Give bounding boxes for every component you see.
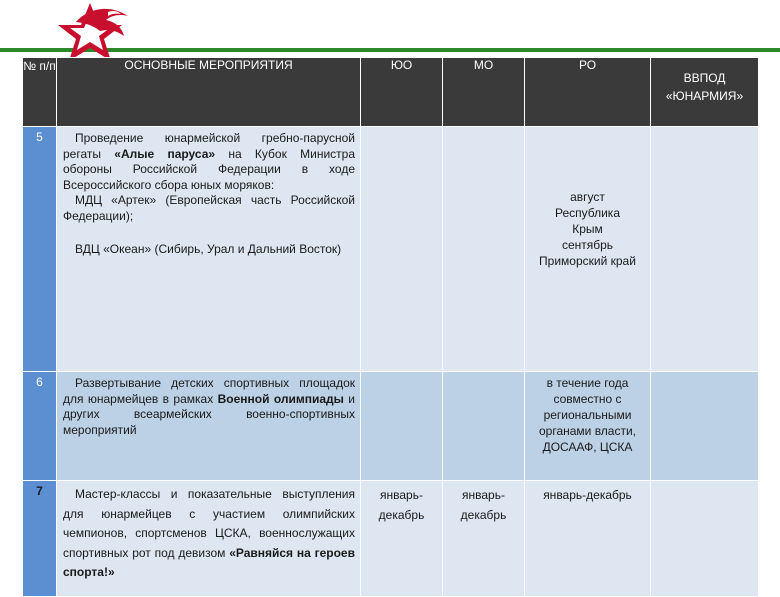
cell-ro	[525, 127, 651, 372]
event-text: Развертывание детских спортивных площадок для юнармейцев в рамках	[63, 376, 355, 406]
ro-line: сентябрь	[561, 238, 614, 252]
event-text: Мастер-классы и показательные выступления для юнармейцев с участием олимпийских чемпионов, спортсменов ЦСКА, военнослужащих спортивных рот под девизом	[63, 487, 355, 560]
events-table	[22, 57, 759, 597]
table-header-row	[23, 58, 759, 127]
ro-line: Крым	[572, 222, 603, 236]
column-header-yuo: ЮО	[361, 58, 443, 127]
event-description	[57, 372, 361, 481]
table-row	[23, 127, 759, 372]
event-text: на Кубок Министра обороны Российской Федерации в ходе Всероссийского сбора юных моряков:	[63, 146, 355, 192]
ro-line: Республика	[554, 206, 620, 220]
event-highlight: «Алые паруса»	[114, 146, 216, 161]
row-number: 5	[23, 127, 57, 372]
event-highlight: «Равняйся на героев спорта!»	[63, 545, 355, 579]
cell-yuo	[361, 372, 443, 481]
cell-vvpod	[651, 372, 759, 481]
cell-ro: январь-декабрь	[525, 481, 651, 597]
cell-vvpod	[651, 127, 759, 372]
column-header-num: № п/п	[23, 58, 57, 127]
cell-mo	[443, 127, 525, 372]
table-row	[23, 372, 759, 481]
cell-ro: в течение года совместно с региональными органами власти, ДОСААФ, ЦСКА	[525, 372, 651, 481]
event-highlight: Военной олимпиады	[217, 391, 344, 406]
row-number: 7	[23, 481, 57, 597]
event-description	[57, 127, 361, 372]
event-text: и других всеармейских военно-спортивных мероприятий	[63, 391, 355, 437]
column-header-events: ОСНОВНЫЕ МЕРОПРИЯТИЯ	[57, 58, 361, 127]
cell-yuo	[361, 127, 443, 372]
ro-line: Приморский край	[539, 254, 636, 268]
cell-mo: январь-декабрь	[443, 481, 525, 597]
cell-mo	[443, 372, 525, 481]
column-header-mo: МО	[443, 58, 525, 127]
cell-vvpod	[651, 481, 759, 597]
event-location-artek: МДЦ «Артек» (Европейская часть Российской Федерации);	[63, 193, 355, 223]
event-description	[57, 481, 361, 597]
column-header-ro: РО	[525, 58, 651, 127]
ro-line: август	[570, 190, 605, 204]
event-location-okean: ВДЦ «Океан» (Сибирь, Урал и Дальний Восток)	[75, 241, 342, 256]
table-row	[23, 481, 759, 597]
column-header-vvpod: ВВПОД «ЮНАРМИЯ»	[651, 58, 759, 127]
event-text: Проведение юнармейской гребно-парусной регаты	[63, 131, 355, 161]
row-number: 6	[23, 372, 57, 481]
cell-yuo: январь-декабрь	[361, 481, 443, 597]
header-title: Юнармейский год	[612, 8, 765, 51]
